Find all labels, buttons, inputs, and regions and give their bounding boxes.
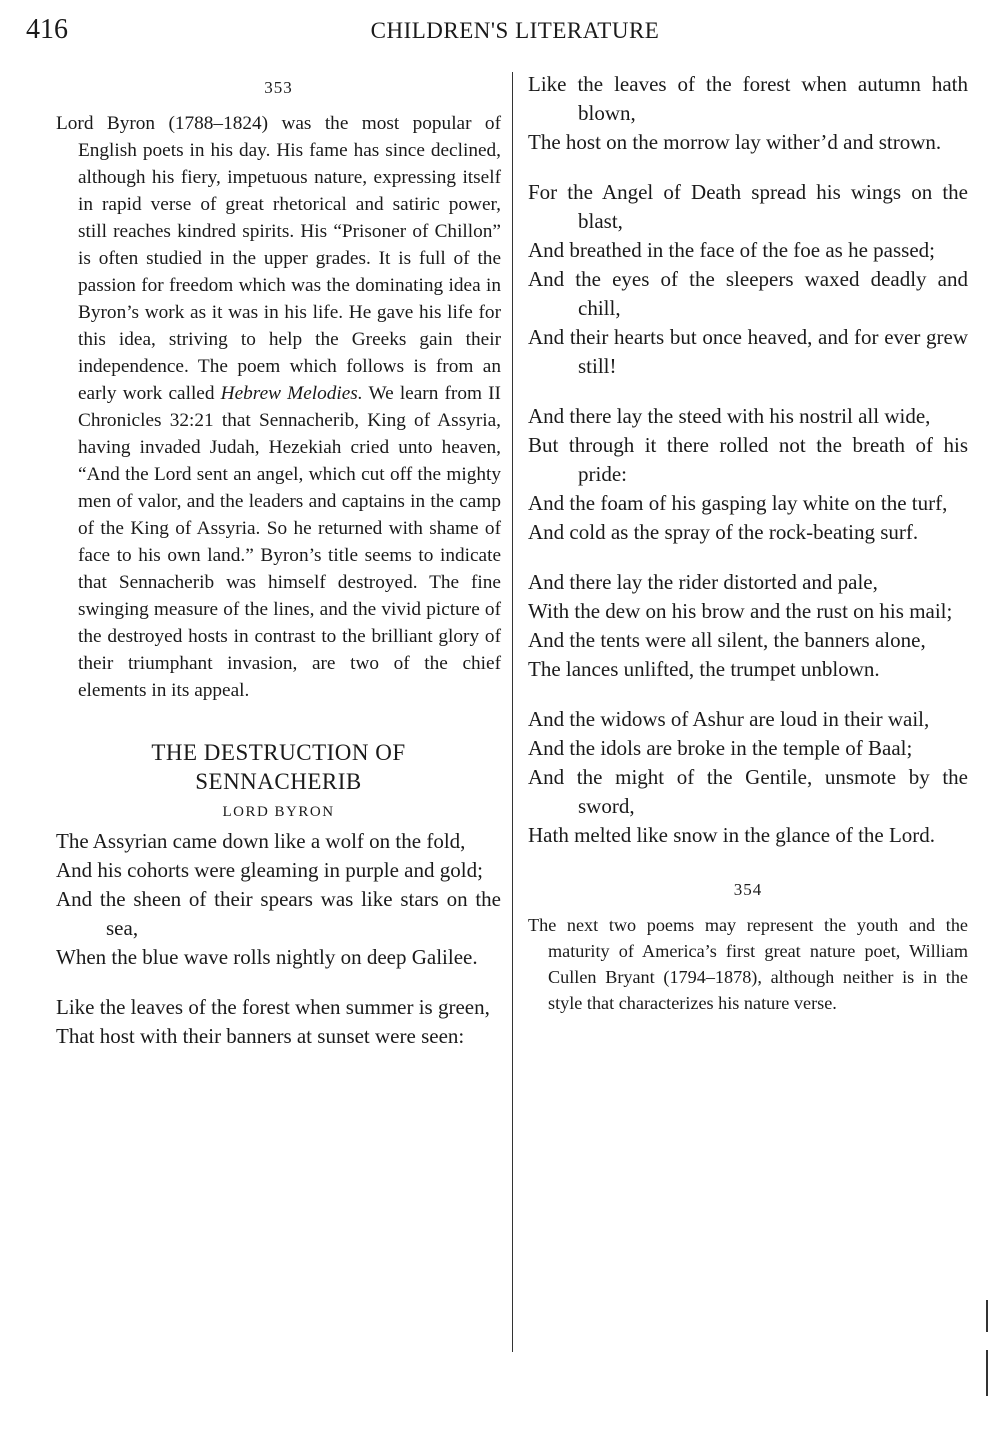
edge-mark-lower — [986, 1350, 988, 1396]
poem-line: And the widows of Ashur are loud in their wail, — [528, 707, 930, 731]
running-title: CHILDREN'S LITERATURE — [370, 18, 660, 43]
poem-line: That host with their banners at sunset were seen: — [56, 1024, 465, 1048]
poem-line: When the blue wave rolls nightly on deep Galilee. — [56, 945, 478, 969]
intro-paragraph — [56, 110, 501, 704]
poem-line: And the tents were all silent, the banners alone, — [528, 628, 926, 652]
stanza-1 — [56, 827, 501, 972]
hebrew-melodies-title: Hebrew Melodies. — [220, 383, 363, 404]
page-header — [0, 14, 1000, 44]
poem-line: But through it there rolled not the breath of his pride: — [528, 433, 968, 486]
poem-line: And the might of the Gentile, unsmote by the sword, — [528, 765, 968, 818]
poem-author: LORD BYRON — [222, 804, 335, 820]
poem-line: And his cohorts were gleaming in purple and gold; — [56, 858, 483, 882]
poem-line: And the sheen of their spears was like stars on the sea, — [56, 887, 501, 940]
poem-line: Hath melted like snow in the glance of the Lord. — [528, 823, 936, 847]
intro-text-before: Lord Byron (1788–1824) was the most popular of English poets in his day. His fame has since declined, although his fiery, impetuous nature, expressing itself in rapid verse of great rhetorical and satiric power, still reaches kindred spirits. His “Prisoner of Chillon” is often studied in the upper grades. It is full of the passion for freedom which was the dominating idea in Byron’s work as it was in his life. He gave his life for this idea, striving to help the Greeks gain their independence. The poem which follows is from an early work called — [56, 113, 501, 404]
edge-mark-upper — [986, 1300, 988, 1332]
stanza-5 — [528, 568, 968, 684]
column-divider — [512, 72, 513, 1352]
poem-line: Like the leaves of the forest when summer is green, — [56, 995, 490, 1019]
poem-line: The Assyrian came down like a wolf on the fold, — [56, 829, 466, 853]
poem-line: For the Angel of Death spread his wings on the blast, — [528, 180, 968, 233]
right-column — [528, 70, 968, 1016]
next-section-paragraph: The next two poems may represent the youth and the maturity of America’s first great nature poet, William Cullen Bryant (1794–1878), although neither is in the style that characterizes his nature verse. — [528, 915, 968, 1013]
section-number-354: 354 — [733, 880, 763, 899]
poem-title-line-1: THE DESTRUCTION OF — [151, 740, 406, 765]
poem-line: Like the leaves of the forest when autumn hath blown, — [528, 72, 968, 125]
poem-line: The host on the morrow lay wither’d and strown. — [528, 130, 942, 154]
poem-line: And the idols are broke in the temple of Baal; — [528, 736, 913, 760]
poem-line: And breathed in the face of the foe as he passed; — [528, 238, 935, 262]
poem-line: With the dew on his brow and the rust on his mail; — [528, 599, 953, 623]
stanza-3 — [528, 178, 968, 381]
poem-title-line-2: SENNACHERIB — [195, 769, 362, 794]
poem-line: And there lay the steed with his nostril all wide, — [528, 404, 931, 428]
stanza-2-part-1 — [56, 993, 501, 1051]
intro-text-after: We learn from II Chronicles 32:21 that Sennacherib, King of Assyria, having invaded Judah, Hezekiah cried unto heaven, “And the Lord sent an angel, which cut off the mighty men of valor, and the leaders and captains in the camp of the King of Assyria. So he returned with shame of face to his own land.” Byron’s title seems to indicate that Sennacherib was himself destroyed. The fine swinging measure of the lines, and the vivid picture of the destroyed hosts in contrast to the brilliant glory of their triumphant invasion, are two of the chief elements in its appeal. — [78, 383, 501, 701]
stanza-6 — [528, 705, 968, 850]
poem-line: And there lay the rider distorted and pale, — [528, 570, 878, 594]
stanza-4 — [528, 402, 968, 547]
poem-line: And cold as the spray of the rock-beating surf. — [528, 520, 919, 544]
poem-line: And the foam of his gasping lay white on the turf, — [528, 491, 948, 515]
stanza-2-part-2 — [528, 70, 968, 157]
section-number-353: 353 — [264, 78, 293, 97]
left-column — [56, 70, 501, 1072]
poem-line: The lances unlifted, the trumpet unblown. — [528, 657, 880, 681]
poem-line: And their hearts but once heaved, and for ever grew still! — [528, 325, 968, 378]
page-number: 416 — [26, 14, 68, 45]
poem-title — [56, 738, 501, 796]
poem-line: And the eyes of the sleepers waxed deadly and chill, — [528, 267, 968, 320]
